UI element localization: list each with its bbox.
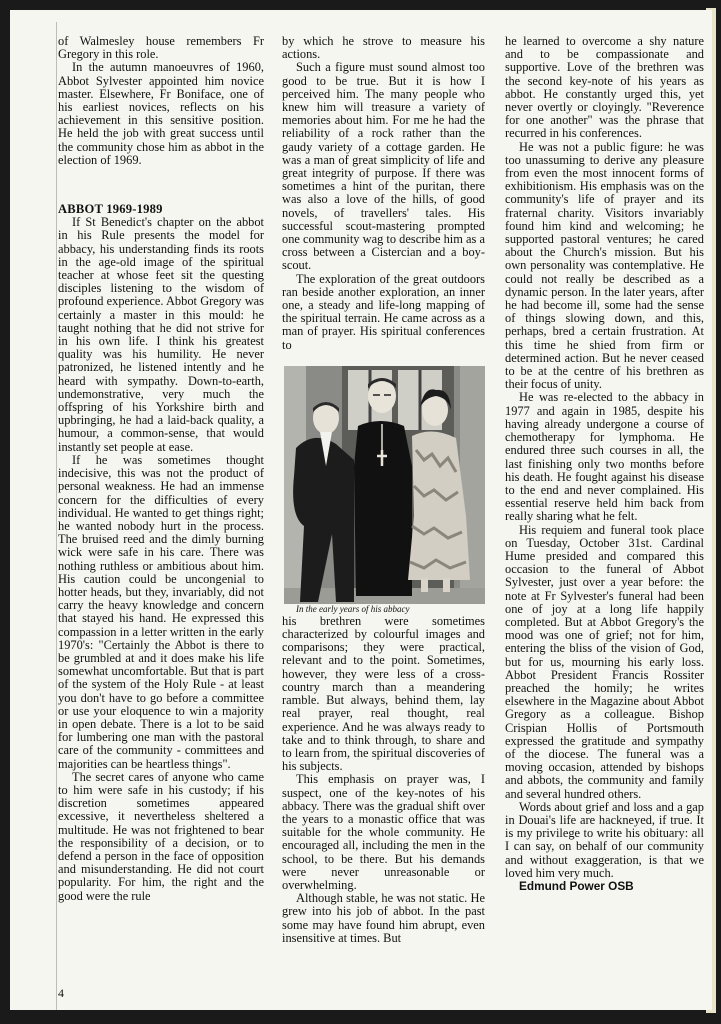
abbacy-photograph [284, 366, 485, 604]
paragraph: Words about grief and loss and a gap in Douai's life are hackneyed, if true. It is my privilege to write his obituary: all I can say, on behalf of our community and without exaggeration, is that we loved him very much. [505, 799, 704, 880]
section-heading: ABBOT 1969-1989 [58, 202, 163, 217]
photograph-figures [284, 366, 485, 604]
column-3 [505, 35, 704, 893]
paragraph: If he was sometimes thought indecisive, this was not the product of personal weakness. He had an immense concern for the difficulties of every individual. He wanted to get things right; he wanted nobody hurt in the process. The bruised reed and the dimly burning wick were safe in his care. There was nothing ruthless or ambitious about him. His caution could be uncongenial to hotter heads, but they, invariably, did not carry the heavy knowledge and concern that stayed his hand. He expressed this compassion in a letter written in the early 1970's: "Certainly the Abbot is there to be grumbled at and it does make his life somewhat uncomfortable. But that is part of the system of the Holy Rule - at least you don't have to go before a committee or use your eloquence to win a majority in open debate. There is a lot to be said for lumbering one man with the pastoral care of the community - committees and majorities can be heartless things". [58, 452, 264, 771]
paragraph: In the autumn manoeuvres of 1960, Abbot Sylvester appointed him novice master. Elsewhere, Fr Boniface, one of his earliest novices, reflects on his achievement in this sensitive position. He held the job with great success until the community chose him as abbot in the election of 1969. [58, 60, 264, 167]
paragraph: He was re-elected to the abbacy in 1977 and again in 1985, despite his having already undergone a course of chemotherapy for lymphoma. He endured three such courses in all, the last finishing only two months before his death. He fought against his disease to the end and never complained. His essential reserve held him back from really sharing what he felt. [505, 390, 704, 524]
paragraph: This emphasis on prayer was, I suspect, one of the key-notes of his abbacy. There was the gradual shift over the years to a monastic office that was suitable for the whole community. He encouraged all, including the men in the school, to be there. But his demands were never unreasonable or overwhelming. [282, 772, 485, 892]
paragraph: He was not a public figure: he was too unassuming to derive any pleasure from even the most innocent forms of exhibitionism. His emphasis was on the community's life of prayer and its fraternal charity. Visitors invariably found him kind and welcoming; he supported pastoral ventures; he cared about the Church's mission. But his own personality was contemplative. He could not really be described as a dynamic person. In the later years, after he had become ill, some had the sense of things slowing down, and this, perhaps, bred a certain frustration. At this time he shied from firm or determined action. But he never ceased to be at the centre of his brethren as their focus of unity. [505, 139, 704, 392]
paragraph: Such a figure must sound almost too good to be true. But it is how I perceived him. The many people who knew him will treasure a variety of memories about him. For me he had the reliability of a rock rather than the gaudy variety of a cottage garden. He was a man of great simplicity of life and great integrity of purpose. If there was sometimes a hint of the puritan, there was also a love of the hills, of good novels, of travellers' tales. His successful scout-mastering prompted one community wag to describe him as a cross between a Cistercian and a boy-scout. [282, 60, 485, 273]
paragraph: The secret cares of anyone who came to him were safe in his custody; if his discretion sometimes appeared excessive, it nevertheless sheltered a multitude. He was not frightened to bear the responsibility of a decision, or to defend a person in the face of opposition and misunderstanding. He did not court popularity. For him, the right and the good were the rule [58, 769, 264, 903]
paragraph: If St Benedict's chapter on the abbot in his Rule presents the model for abbacy, his understanding finds its roots in the age-old image of the spiritual teacher at whose feet sit the questing disciples listening to the wisdom of profound experience. Abbot Gregory was certainly a master in this mould: he taught nothing that he did not strive for in his own life. I think his greatest quality was his humility. He never patronized, he listened intently and he heard with sympathy. Down-to-earth, undemonstrative, very much the offspring of his Yorkshire birth and upbringing, he had a laid-back quality, a humour, a common-sense, that would instantly set people at ease. [58, 215, 264, 454]
paragraph: of Walmesley house remembers Fr Gregory in this role. [58, 34, 264, 62]
binding-margin [28, 22, 57, 1010]
paragraph: by which he strove to measure his actions. [282, 34, 485, 62]
paragraph: his brethren were sometimes characterized by colourful images and comparisons; they were practical, relevant and to the point. Sometimes, however, they were less of a cross-country march than a meandering ramble. But always, behind them, lay real prayer, real thought, real experience. And he was always ready to take and to think through, to share and to learn from, the spiritual discoveries of his subjects. [282, 613, 485, 774]
photo-caption: In the early years of his abbacy [296, 603, 410, 614]
paragraph: Although stable, he was not static. He grew into his job of abbot. In the past some may have found him abrupt, even insensitive at times. But [282, 891, 485, 945]
column-1 [58, 35, 264, 903]
author-signature: Edmund Power OSB [519, 879, 634, 893]
paragraph: he learned to overcome a shy nature and to be compassionate and supportive. Love of the brethren was the second key-note of his years as abbot. He constantly urged this, yet never overtly or cloyingly. "Reverence for one another" was the phrase that recurred in his conferences. [505, 34, 704, 141]
paragraph: His requiem and funeral took place on Tuesday, October 31st. Cardinal Hume presided and compared this occasion to the funeral of Abbot Sylvester, just over a year before: the note at Fr Sylvester's funeral had been one of joy at a long life happily completed. But at Abbot Gregory's the mood was one of grief; not for him, entering the bliss of the vision of God, but for us, mourning his early loss. Abbot President Francis Rossiter preached the homily; he writes elsewhere in the Magazine about Abbot Gregory as a colleague. Bishop Crispian Hollis of Portsmouth expressed the gratitude and sympathy of the diocese. The funeral was a moving occasion, attended by bishops and abbots, the community and family and several hundred others. [505, 522, 704, 801]
page-number: 4 [58, 986, 64, 1000]
paragraph: The exploration of the great outdoors ran beside another exploration, an inner one, a steady and life-long mapping of the spiritual terrain. He came across as a man of prayer. His spiritual conferences to [282, 271, 485, 352]
column-2 [282, 35, 485, 945]
